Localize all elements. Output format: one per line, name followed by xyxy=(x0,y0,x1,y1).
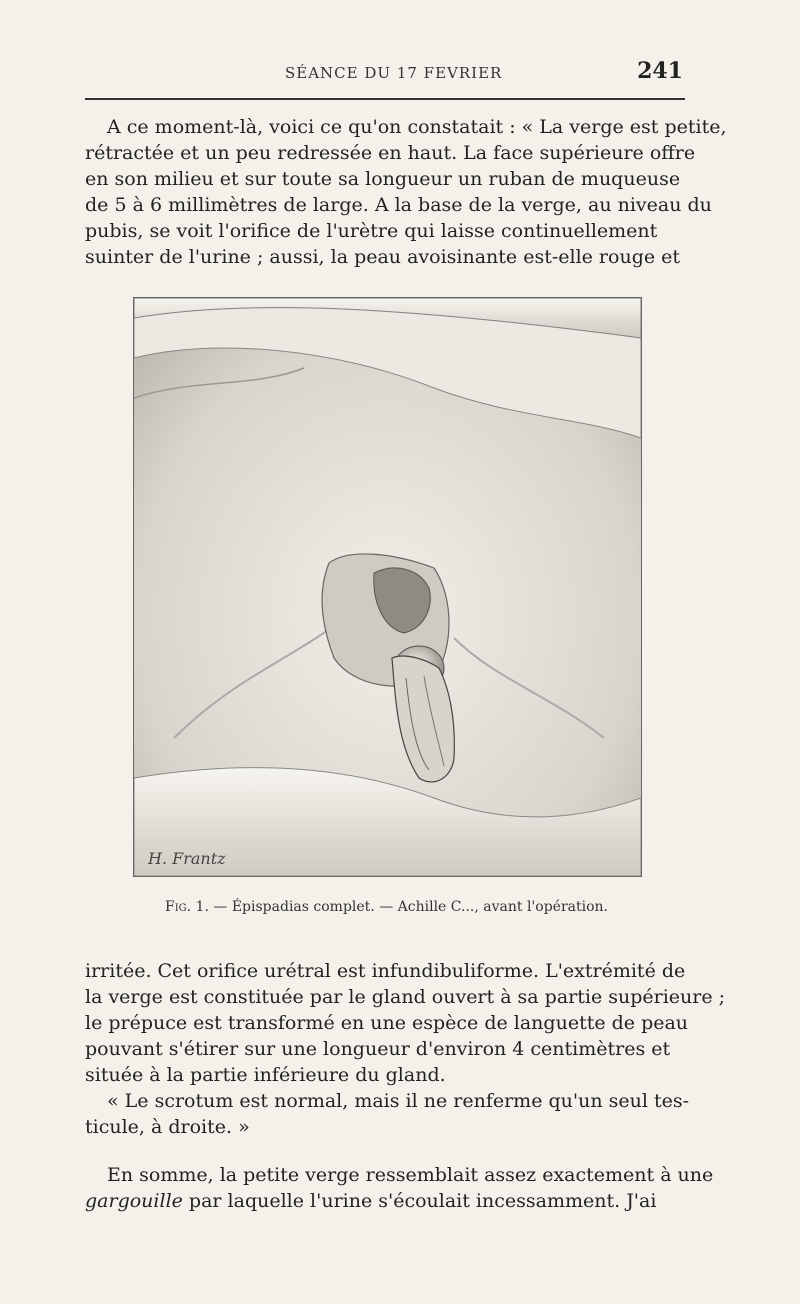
text-line: en son milieu et sur toute sa longueur un ruban de muqueuse xyxy=(85,168,681,190)
text-line xyxy=(85,1188,685,1214)
italic-word: gargouille xyxy=(85,1190,183,1212)
header-rule xyxy=(85,98,685,100)
text-line: pubis, se voit l'orifice de l'urètre qui laisse continuellement xyxy=(85,220,658,242)
text-line: de 5 à 6 millimètres de large. A la base de la verge, au niveau du xyxy=(85,194,712,216)
text-line: A ce moment-là, voici ce qu'on constatait : « La verge est petite, xyxy=(107,116,727,138)
page-number: 241 xyxy=(637,58,683,84)
figure-caption-text: — Épispadias complet. — Achille C..., avant l'opération. xyxy=(213,899,608,915)
running-title: SÉANCE DU 17 FEVRIER xyxy=(285,64,503,82)
text-line: pouvant s'étirer sur une longueur d'environ 4 centimètres et xyxy=(85,1038,671,1060)
paragraph-1 xyxy=(85,114,727,270)
text-line: le prépuce est transformé en une espèce de languette de peau xyxy=(85,1012,689,1034)
paragraph-2 xyxy=(85,958,726,1140)
figure-caption xyxy=(133,899,640,915)
text-line: située à la partie inférieure du gland. xyxy=(85,1064,446,1086)
paragraph-3 xyxy=(85,1162,714,1214)
artist-signature: H. Frantz xyxy=(148,849,226,868)
text-fragment: par laquelle l'urine s'écoulait incessamment. J'ai xyxy=(182,1190,657,1212)
text-line: « Le scrotum est normal, mais il ne renferme qu'un seul tes- xyxy=(107,1090,690,1112)
figure-label: Fig. 1. xyxy=(165,899,209,915)
text-line: la verge est constituée par le gland ouvert à sa partie supérieure ; xyxy=(85,986,726,1008)
page-header xyxy=(85,58,685,88)
text-line: ticule, à droite. » xyxy=(85,1116,250,1138)
text-line: En somme, la petite verge ressemblait assez exactement à une xyxy=(107,1164,714,1186)
illustration-drawing xyxy=(134,298,641,876)
medical-illustration xyxy=(133,297,642,877)
text-line: suinter de l'urine ; aussi, la peau avoisinante est-elle rouge et xyxy=(85,246,681,268)
text-line: irritée. Cet orifice urétral est infundibuliforme. L'extrémité de xyxy=(85,960,686,982)
text-line: rétractée et un peu redressée en haut. La face supérieure offre xyxy=(85,142,696,164)
